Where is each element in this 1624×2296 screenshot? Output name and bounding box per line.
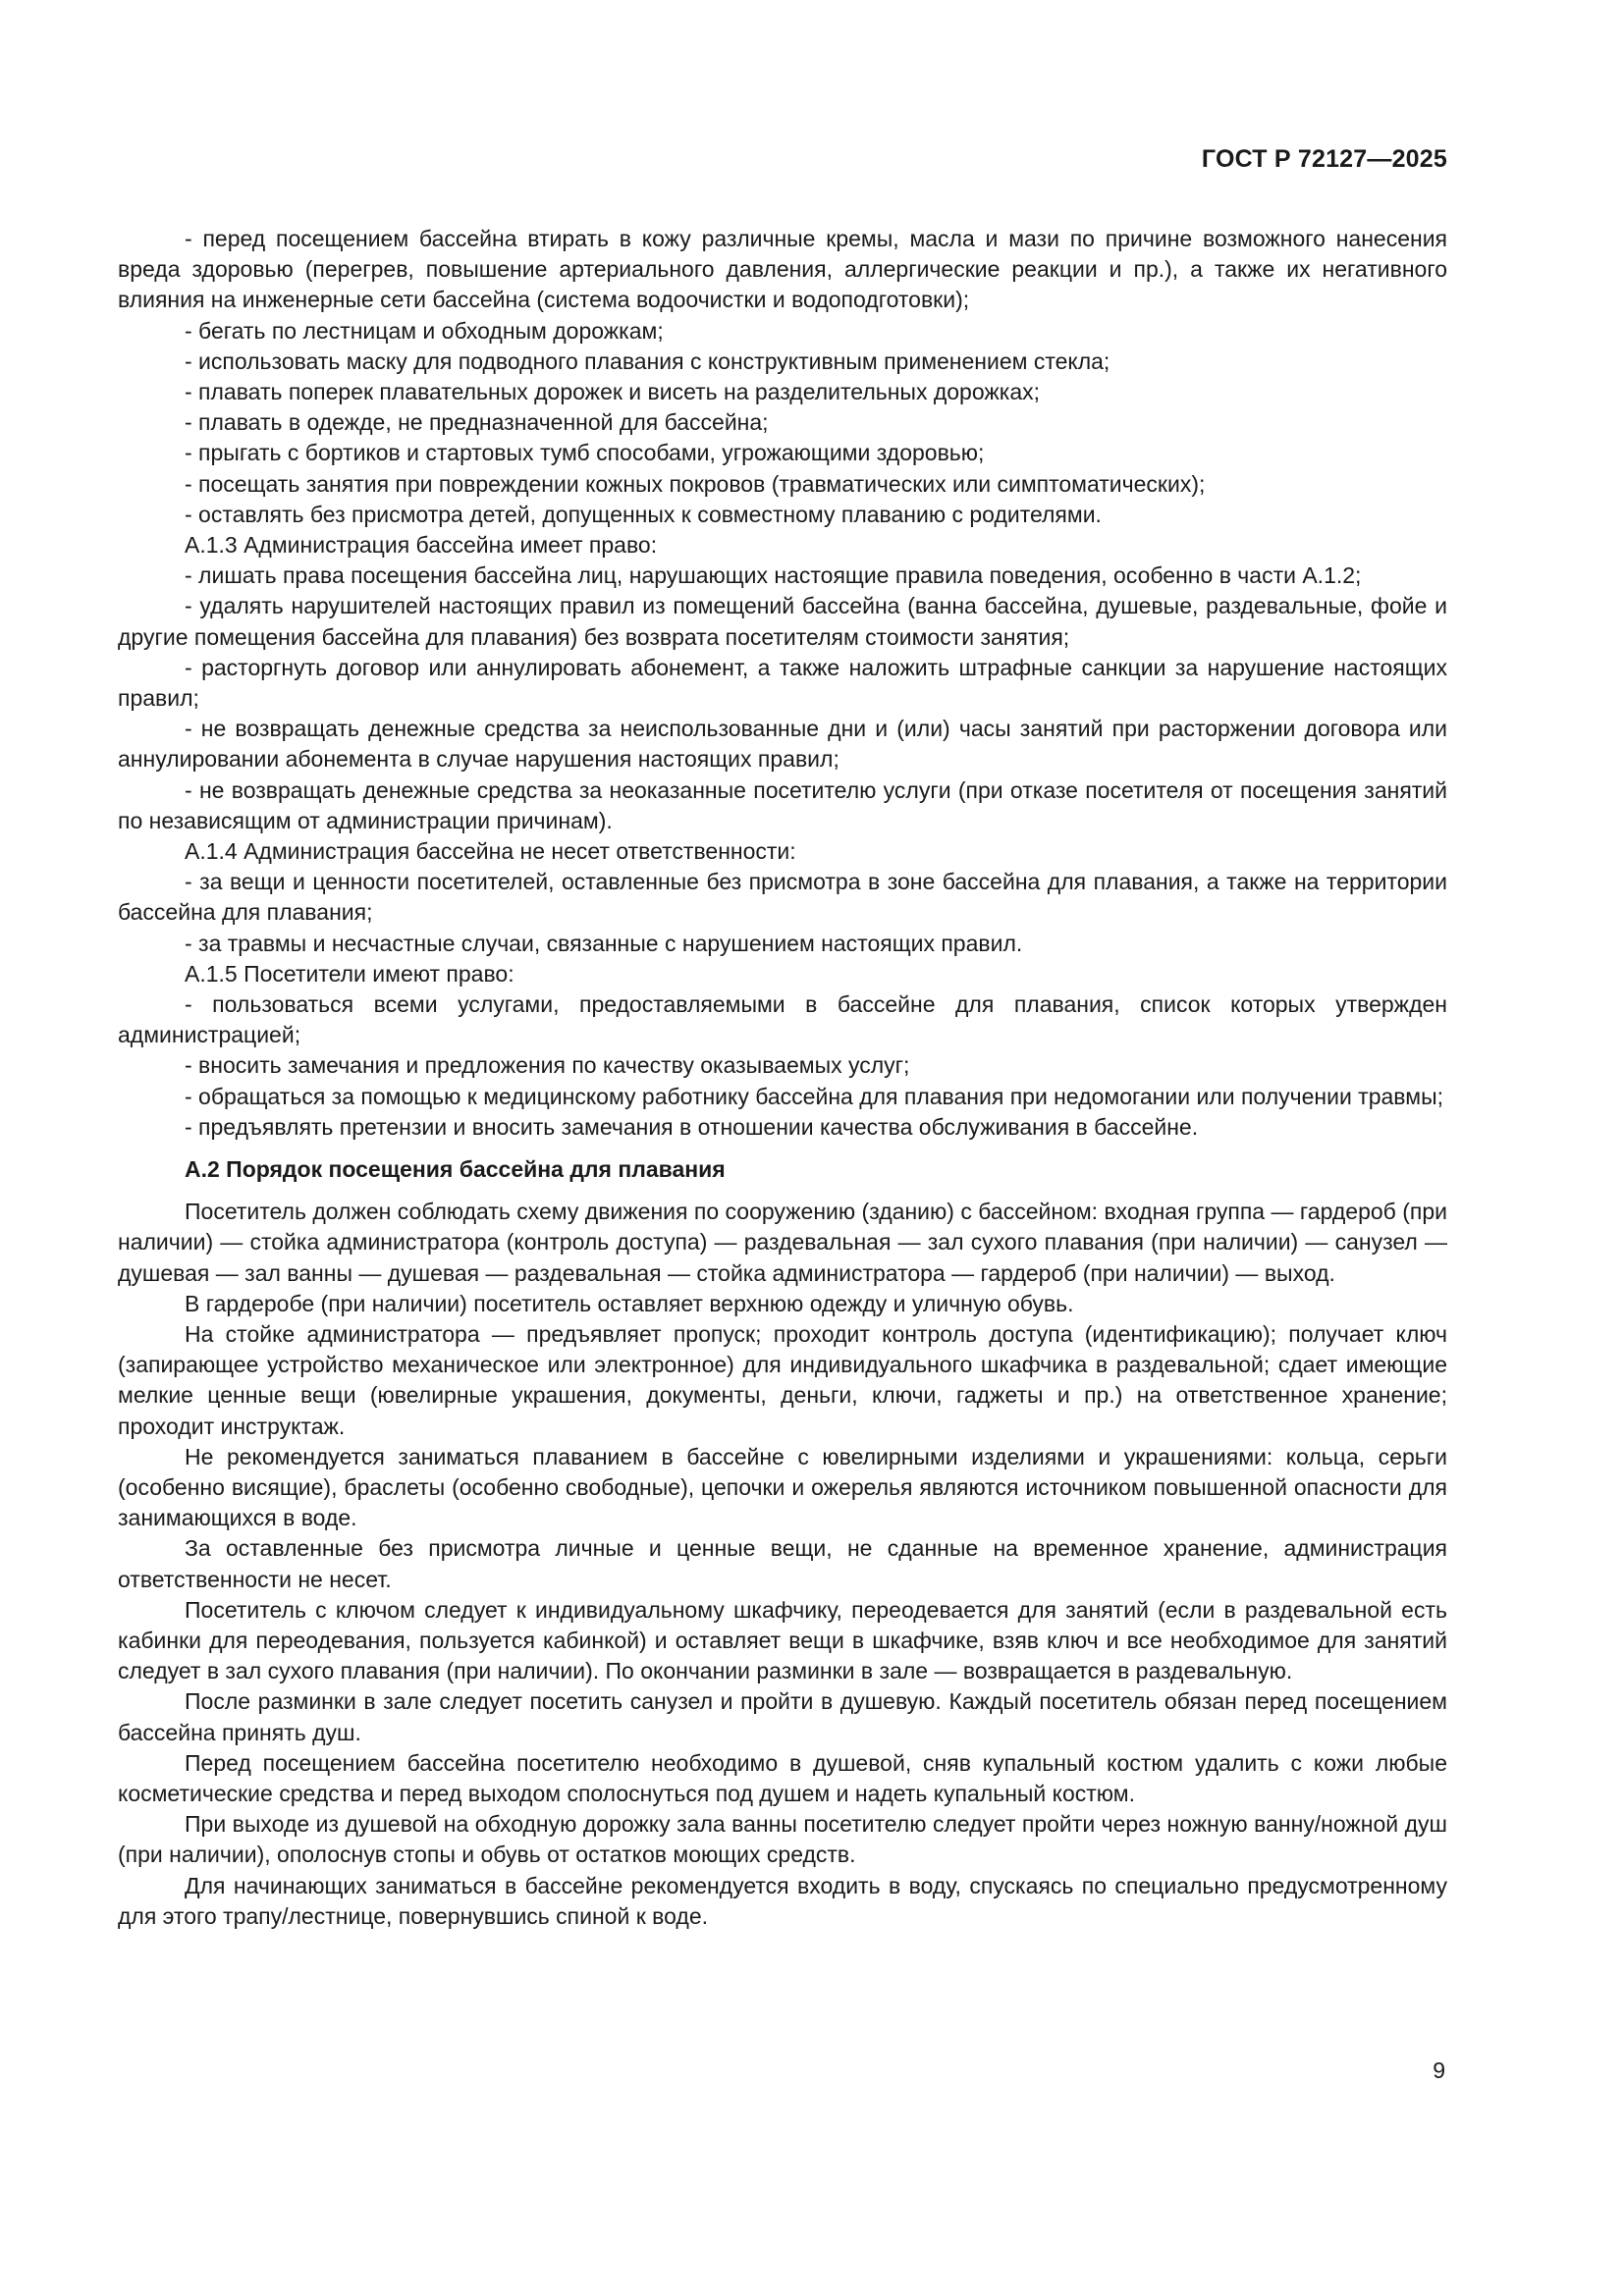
paragraph: - прыгать с бортиков и стартовых тумб способами, угрожающими здоровью; — [185, 440, 985, 466]
paragraph: Посетитель с ключом следует к индивидуальному шкафчику, переодевается для занятий (если в раздевальной есть кабинки для переодевания, пользуется кабинкой) и оставляет вещи в шкафчике, взяв ключ и все необходимое для занятий следует в зал сухого плавания (при наличии). По окончании разминки в зале — возвращается в раздевальную. — [118, 1596, 1447, 1684]
paragraph: - бегать по лестницам и обходным дорожкам; — [185, 317, 664, 344]
document-body — [118, 224, 1447, 1932]
clause-a-1-4: А.1.4 Администрация бассейна не несет ответственности: — [185, 838, 796, 865]
paragraph: В гардеробе (при наличии) посетитель оставляет верхнюю одежду и уличную обувь. — [185, 1290, 1074, 1316]
paragraph: На стойке администратора — предъявляет пропуск; проходит контроль доступа (идентификацию); получает ключ (запирающее устройство механическое или электронное) для индивидуального шкафчика в раздевальной; сдает имеющие мелкие ценные вещи (ювелирные украшения, документы, деньги, ключи, гаджеты и пр.) на ответственное хранение; проходит инструктаж. — [118, 1320, 1447, 1439]
paragraph: - использовать маску для подводного плавания с конструктивным применением стекла; — [185, 347, 1110, 374]
paragraph: - расторгнуть договор или аннулировать абонемент, а также наложить штрафные санкции за нарушение настоящих правил; — [118, 654, 1447, 712]
section-heading: А.2 Порядок посещения бассейна для плавания — [185, 1156, 726, 1183]
paragraph: - оставлять без присмотра детей, допущенных к совместному плаванию с родителями. — [185, 501, 1102, 527]
paragraph: - за травмы и несчастные случаи, связанные с нарушением настоящих правил. — [185, 930, 1023, 956]
paragraph: - не возвращать денежные средства за неоказанные посетителю услуги (при отказе посетителя от посещения занятий по независящим от администрации причинам). — [118, 776, 1447, 833]
paragraph: Для начинающих заниматься в бассейне рекомендуется входить в воду, спускаясь по специально предусмотренному для этого трапу/лестнице, повернувшись спиной к воде. — [118, 1872, 1447, 1929]
paragraph: - не возвращать денежные средства за неиспользованные дни и (или) часы занятий при расторжении договора или аннулировании абонемента в случае нарушения настоящих правил; — [118, 716, 1447, 773]
document-designation: ГОСТ Р 72127—2025 — [1201, 145, 1447, 173]
paragraph: - обращаться за помощью к медицинскому работнику бассейна для плавания при недомогании или получении травмы; — [185, 1083, 1443, 1109]
section-a1-rules — [118, 224, 1447, 1143]
paragraph: После разминки в зале следует посетить санузел и пройти в душевую. Каждый посетитель обязан перед посещением бассейна принять душ. — [118, 1688, 1447, 1745]
paragraph: - плавать поперек плавательных дорожек и висеть на разделительных дорожках; — [185, 379, 1041, 405]
paragraph: - посещать занятия при повреждении кожных покровов (травматических или симптоматических); — [185, 470, 1206, 497]
paragraph: За оставленные без присмотра личные и ценные вещи, не сданные на временное хранение, администрация ответственности не несет. — [118, 1535, 1447, 1592]
section-a2-visit-order — [118, 1154, 1447, 1932]
paragraph: Перед посещением бассейна посетителю необходимо в душевой, сняв купальный костюм удалить с кожи любые косметические средства и перед выходом сполоснуться под душем и надеть купальный костюм. — [118, 1749, 1447, 1806]
paragraph: Не рекомендуется заниматься плаванием в бассейне с ювелирными изделиями и украшениями: кольца, серьги (особенно висящие), браслеты (особенно свободные), цепочки и ожерелья являются источником повышенной опасности для занимающихся в воде. — [118, 1443, 1447, 1531]
clause-a-1-3: А.1.3 Администрация бассейна имеет право: — [185, 532, 658, 559]
paragraph: При выходе из душевой на обходную дорожку зала ванны посетителю следует пройти через ножную ванну/ножной душ (при наличии), ополоснув стопы и обувь от остатков моющих средств. — [118, 1811, 1447, 1868]
paragraph: - удалять нарушителей настоящих правил из помещений бассейна (ванна бассейна, душевые, раздевальные, фойе и другие помещения бассейна для плавания) без возврата посетителям стоимости занятия; — [118, 593, 1447, 650]
paragraph: - лишать права посещения бассейна лиц, нарушающих настоящие правила поведения, особенно в части А.1.2; — [185, 562, 1362, 589]
paragraph: - перед посещением бассейна втирать в кожу различные кремы, масла и мази по причине возможного нанесения вреда здоровью (перегрев, повышение артериального давления, аллергические реакции и пр.), а также их негативного влияния на инженерные сети бассейна (система водоочистки и водоподготовки); — [118, 226, 1447, 313]
paragraph: - вносить замечания и предложения по качеству оказываемых услуг; — [185, 1052, 910, 1079]
clause-a-1-5: А.1.5 Посетители имеют право: — [185, 960, 514, 987]
page-number: 9 — [1433, 2057, 1445, 2083]
paragraph: Посетитель должен соблюдать схему движения по сооружению (зданию) с бассейном: входная группа — гардероб (при наличии) — стойка администратора (контроль доступа) — раздевальная — зал сухого плавания (при наличии) — санузел — душевая — зал ванны — душевая — раздевальная — стойка администратора — гардероб (при наличии) — выход. — [118, 1199, 1447, 1286]
paragraph: - плавать в одежде, не предназначенной для бассейна; — [185, 409, 769, 436]
paragraph: - пользоваться всеми услугами, предоставляемыми в бассейне для плавания, список которых утвержден администрацией; — [118, 991, 1447, 1048]
paragraph: - предъявлять претензии и вносить замечания в отношении качества обслуживания в бассейне. — [185, 1113, 1199, 1140]
paragraph: - за вещи и ценности посетителей, оставленные без присмотра в зоне бассейна для плавания, а также на территории бассейна для плавания; — [118, 869, 1447, 926]
